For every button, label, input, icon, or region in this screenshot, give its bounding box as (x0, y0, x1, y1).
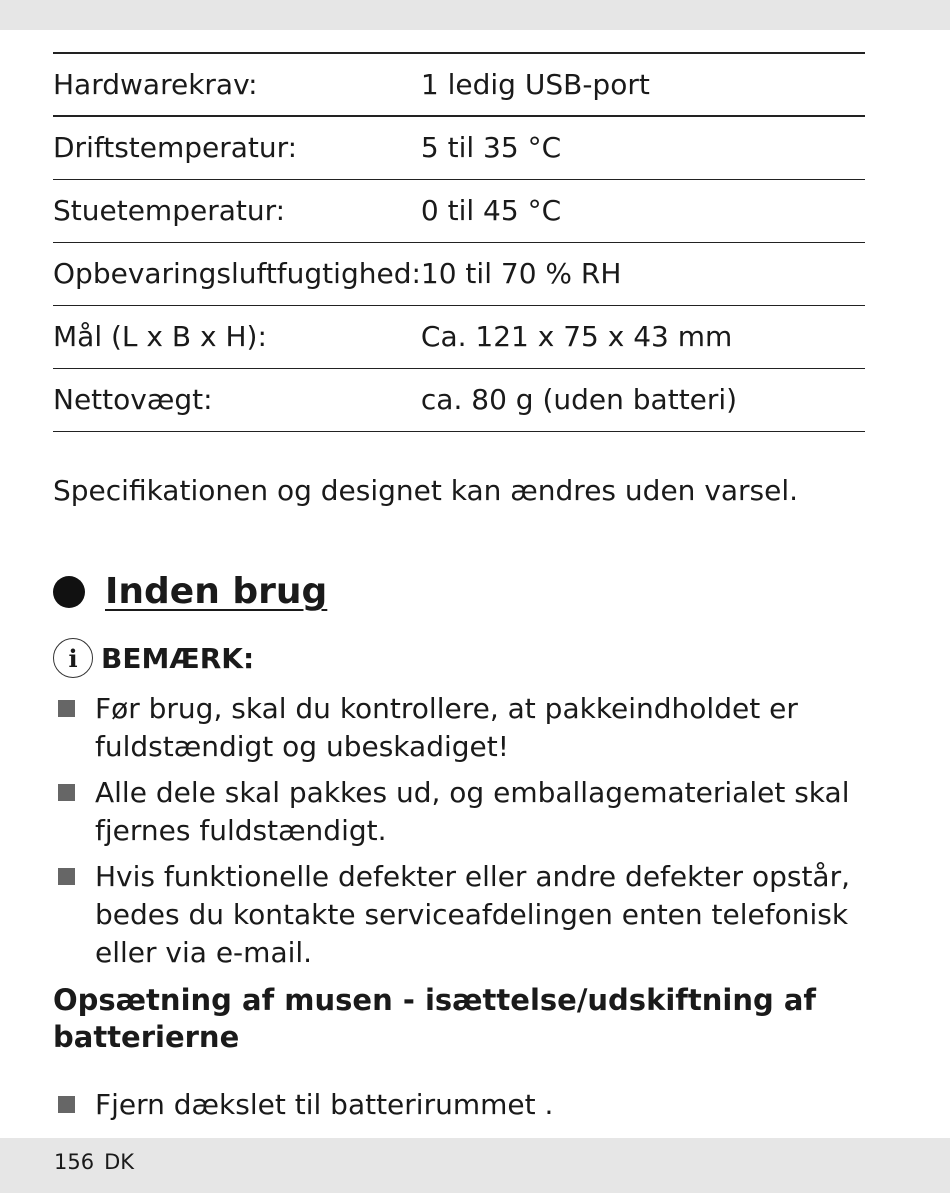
spec-value: Ca. 121 x 75 x 43 mm (421, 305, 865, 368)
spec-value: 5 til 35 °C (421, 116, 865, 179)
subsection-title: Opsætning af musen - isættelse/udskiftning af batterierne (53, 983, 817, 1054)
table-row (53, 305, 865, 368)
spec-label: Nettovægt: (53, 368, 421, 431)
list-item-text: Fjern dækslet til batterirummet . (95, 1088, 554, 1121)
page-footer (54, 1150, 144, 1174)
square-bullet-icon (58, 700, 75, 717)
table-row (53, 116, 865, 179)
list-item (58, 774, 878, 850)
list-item-text: Alle dele skal pakkes ud, og emballagematerialet skal fjernes fuldstændigt. (95, 776, 850, 847)
language-code: DK (104, 1150, 135, 1174)
spec-label: Driftstemperatur: (53, 116, 421, 179)
top-band (0, 0, 950, 30)
table-row (53, 179, 865, 242)
spec-label: Hardwarekrav: (53, 53, 421, 116)
bullet-dot-icon (53, 576, 85, 608)
steps-list (58, 1086, 878, 1132)
spec-table (53, 52, 865, 432)
spec-value: 0 til 45 °C (421, 179, 865, 242)
list-item (58, 1086, 878, 1124)
spec-value: 1 ledig USB-port (421, 53, 865, 116)
square-bullet-icon (58, 784, 75, 801)
spec-note: Specifikationen og designet kan ændres uden varsel. (53, 474, 799, 507)
spec-value: ca. 80 g (uden batteri) (421, 368, 865, 431)
list-item-text: Hvis funktionelle defekter eller andre defekter opstår, bedes du kontakte serviceafdelingen enten telefonisk eller via e-mail. (95, 860, 851, 969)
table-row (53, 53, 865, 116)
spec-label: Opbevaringsluftfugtighed: (53, 242, 421, 305)
square-bullet-icon (58, 1096, 75, 1113)
notice-heading (53, 638, 254, 678)
page-number: 156 (54, 1150, 95, 1174)
section-heading (53, 571, 327, 612)
square-bullet-icon (58, 868, 75, 885)
list-item (58, 858, 878, 972)
section-title: Inden brug (105, 571, 328, 612)
table-row (53, 368, 865, 431)
notice-label: BEMÆRK: (101, 641, 255, 675)
list-item (58, 690, 878, 766)
list-item-text: Før brug, skal du kontrollere, at pakkeindholdet er fuldstændigt og ubeskadiget! (95, 692, 798, 763)
info-icon: i (53, 638, 93, 678)
spec-label: Stuetemperatur: (53, 179, 421, 242)
table-row (53, 242, 865, 305)
notice-list (58, 690, 878, 980)
spec-label: Mål (L x B x H): (53, 305, 421, 368)
spec-value: 10 til 70 % RH (421, 242, 865, 305)
